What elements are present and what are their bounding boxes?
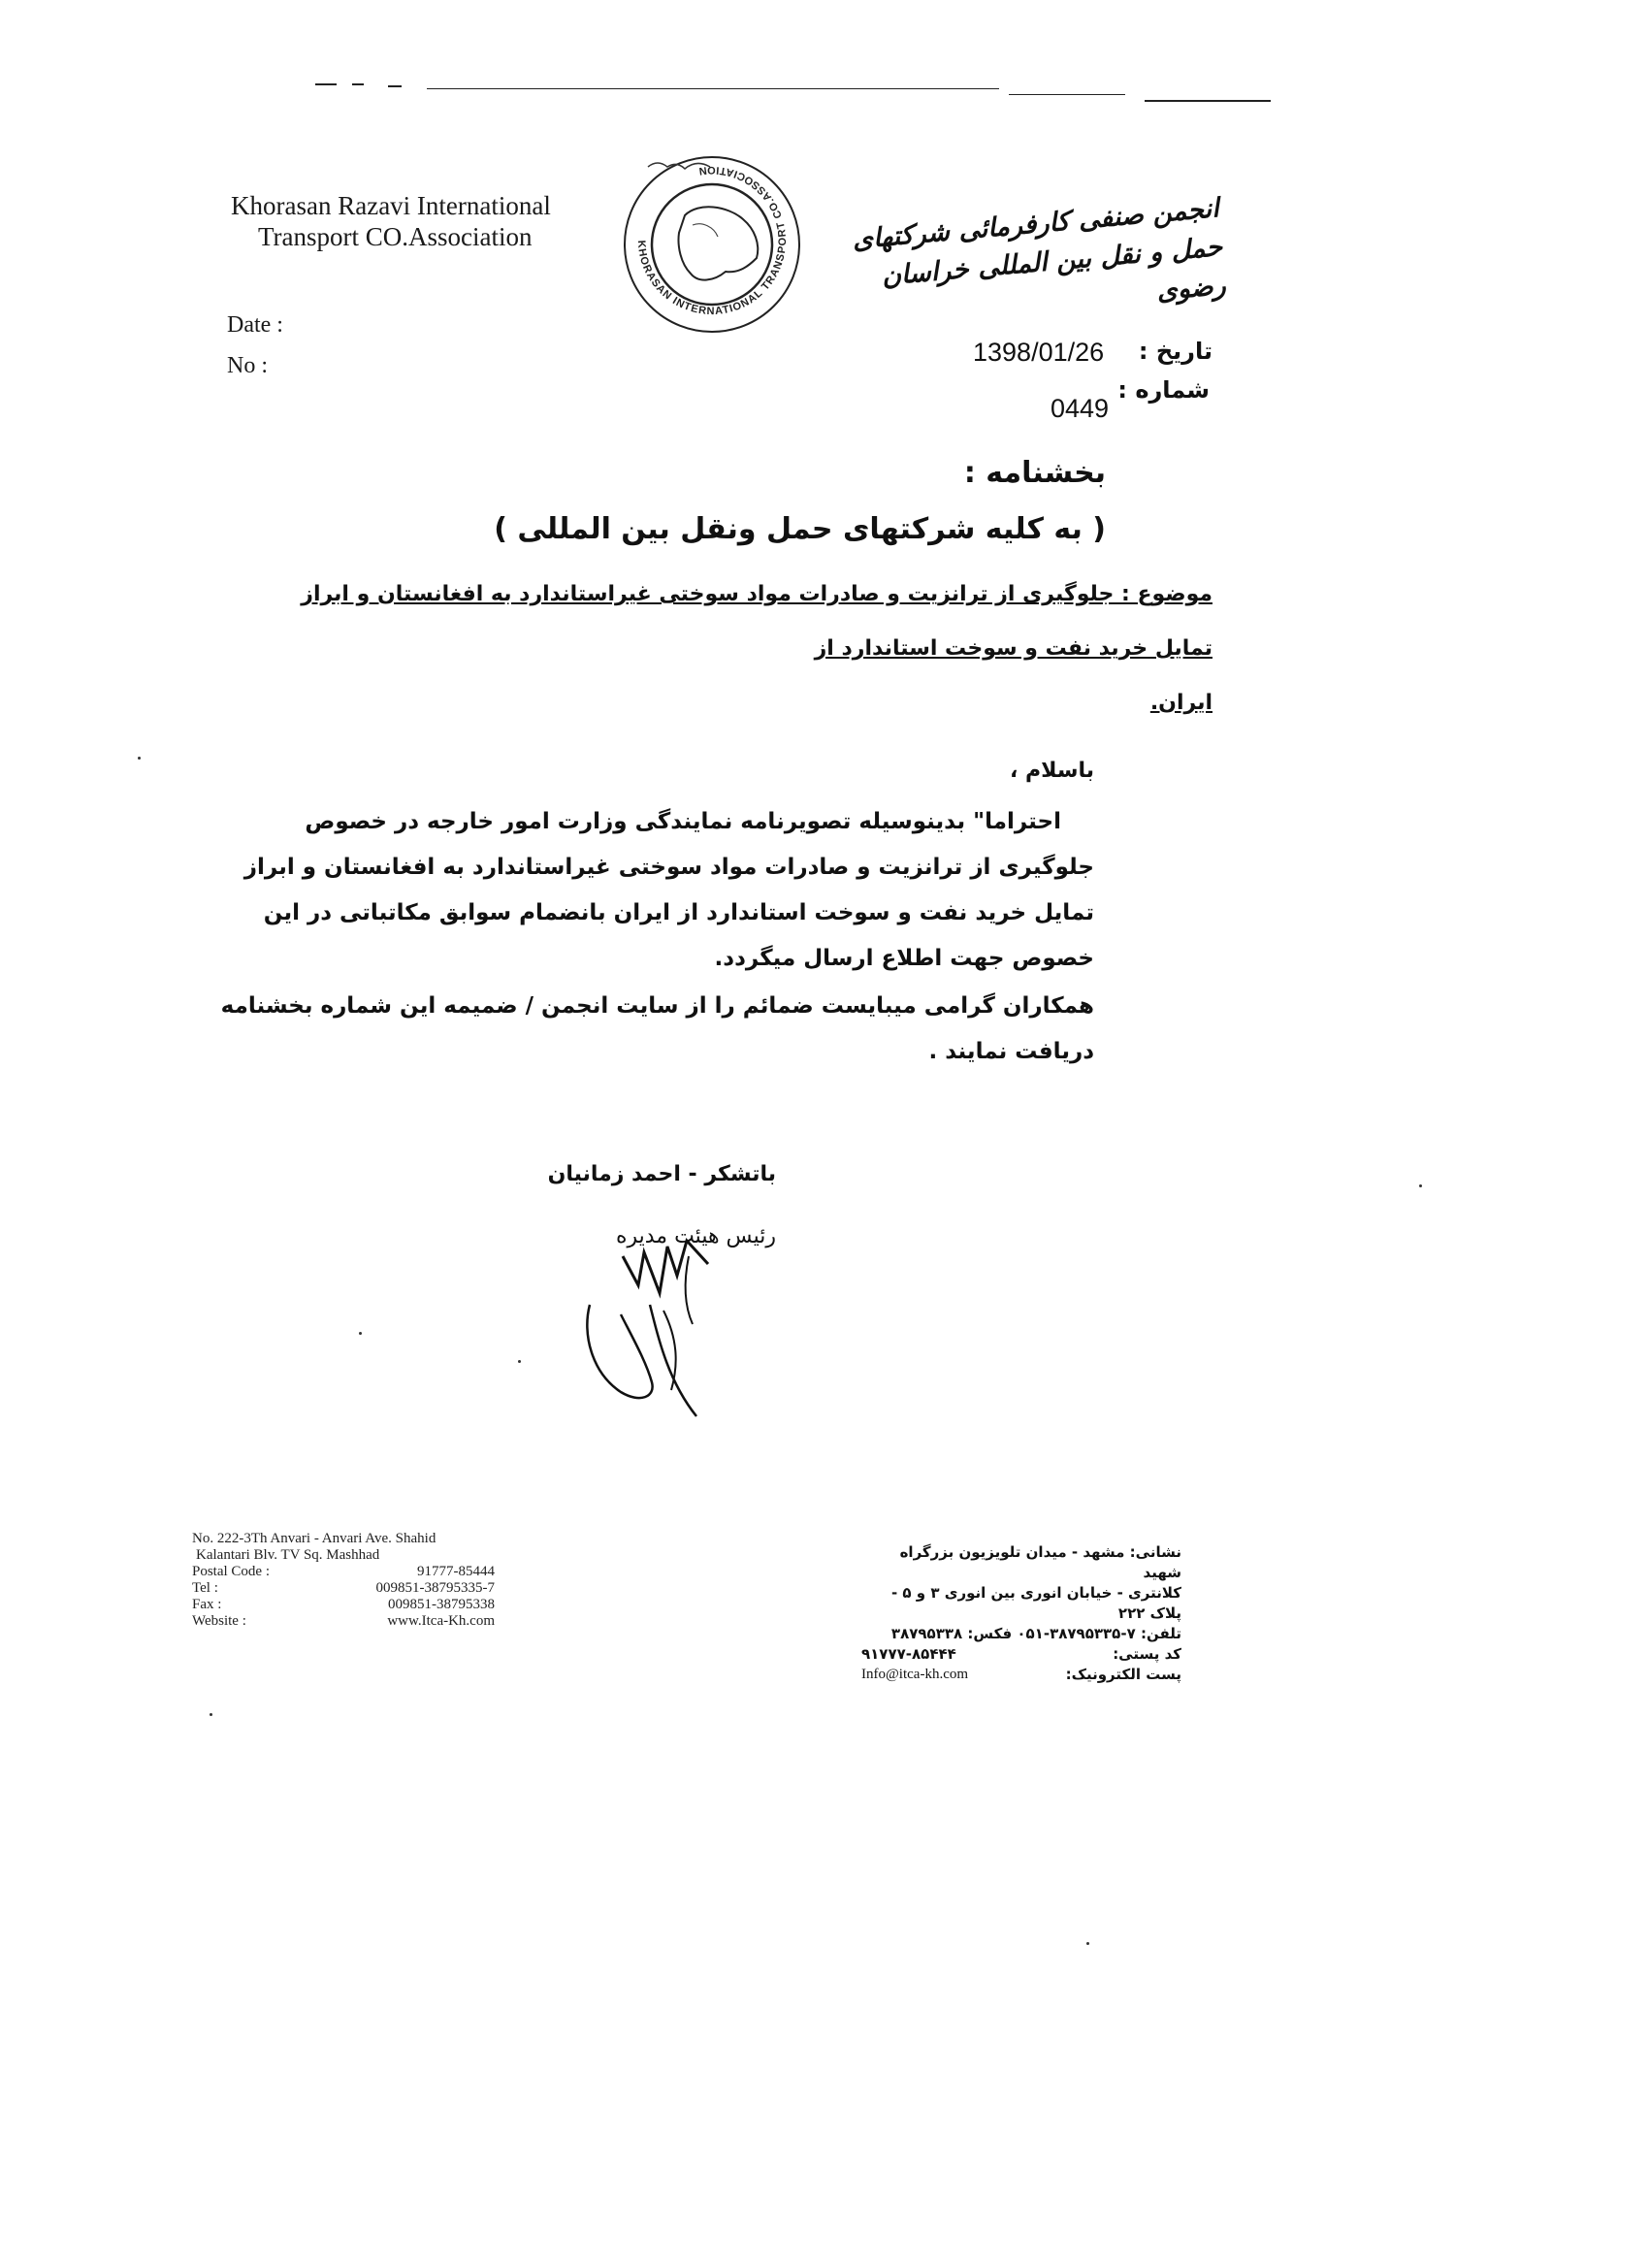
date-label-english: Date : xyxy=(227,312,283,338)
scan-line-top xyxy=(427,88,999,89)
org-name-persian: انجمن صنفی کارفرمائی شرکتهای حمل و نقل بین المللی خراسان رضوی xyxy=(851,193,1227,307)
footer-tel-label: Tel : xyxy=(192,1580,218,1596)
footer-postal-fa-row xyxy=(861,1644,1181,1665)
footer-postal-label: Postal Code : xyxy=(192,1564,271,1579)
footer-fax-value: 009851-38795338 xyxy=(388,1597,495,1612)
handwritten-signature xyxy=(563,1217,757,1421)
signer-title: رئیس هیئت مدیره xyxy=(615,1224,776,1248)
footer-phone-fa: تلفن: ۷-۳۸۷۹۵۳۳۵-۰۵۱ فکس: ۳۸۷۹۵۳۳۸ xyxy=(890,1625,1181,1642)
body-paragraph-2: همکاران گرامی میبایست ضمائم را از سایت انجمن / ضمیمه این شماره بخشنامه دریافت نمایند . xyxy=(220,993,1094,1064)
footer-fax-label: Fax : xyxy=(192,1597,222,1612)
footer-postal-row xyxy=(192,1564,495,1580)
footer-email-value: Info@itca-kh.com xyxy=(861,1667,969,1682)
org-name-english-line2: Transport CO.Association xyxy=(258,222,533,251)
scan-speck xyxy=(1419,1184,1422,1187)
association-seal-logo xyxy=(609,138,815,343)
scan-speck xyxy=(359,1332,362,1335)
footer-address-english xyxy=(192,1531,495,1630)
footer-email-label: پست الکترونیک: xyxy=(1065,1666,1181,1683)
scan-speck xyxy=(1086,1942,1089,1945)
scan-line-top xyxy=(1009,94,1125,95)
scan-speck xyxy=(518,1360,521,1363)
footer-postal-fa-value: ۹۱۷۷۷-۸۵۴۴۴ xyxy=(861,1645,956,1663)
footer-website-row xyxy=(192,1613,495,1630)
letter-body xyxy=(202,799,1094,1075)
svg-text:KHORASAN INTERNATIONAL TRANSPO xyxy=(635,164,789,317)
footer-postal-fa-label: کد پستی: xyxy=(1113,1645,1181,1663)
number-label-english: No : xyxy=(227,353,268,378)
greeting: باسلام ، xyxy=(1009,759,1094,783)
date-value: 1398/01/26 xyxy=(973,338,1105,367)
subject-line-1: موضوع : جلوگیری از ترانزیت و صادرات مواد سوختی غیراستاندارد به افغانستان و ابراز xyxy=(301,582,1212,606)
number-value: 0449 xyxy=(1051,394,1110,423)
footer-website-label: Website : xyxy=(192,1613,246,1629)
scan-line-top xyxy=(315,83,337,85)
body-paragraph-1: احتراما" بدینوسیله تصویرنامه نمایندگی وزارت امور خارجه در خصوص جلوگیری از ترانزیت و صادرات مواد سوختی غیراستاندارد به افغانستان و ابراز تمایل خرید نفت و سوخت استاندارد از ایران بانضمام سوابق مکاتباتی در این خصوص جهت اطلاع ارسال میگردد. xyxy=(243,809,1094,971)
footer-address-persian xyxy=(861,1542,1181,1685)
footer-email-row xyxy=(861,1665,1181,1685)
scan-speck xyxy=(210,1713,212,1716)
scan-speck xyxy=(138,757,141,760)
org-name-english-line1: Khorasan Razavi International xyxy=(231,191,551,220)
footer-postal-value: 91777-85444 xyxy=(417,1564,495,1579)
footer-tel-row xyxy=(192,1580,495,1597)
scan-line-top xyxy=(388,85,402,87)
closing-signature-name: باتشکر - احمد زمانیان xyxy=(547,1162,776,1186)
number-label-persian: شماره : xyxy=(1117,376,1210,404)
footer-address-fa-line1: نشانی: مشهد - میدان تلویزیون بزرگراه شهید xyxy=(899,1543,1181,1581)
scan-line-top xyxy=(1145,100,1271,102)
footer-address-fa-line2: کلانتری - خیابان انوری بین انوری ۳ و ۵ - پلاک ۲۲۲ xyxy=(890,1584,1181,1622)
footer-address-en-line1: No. 222-3Th Anvari - Anvari Ave. Shahid xyxy=(192,1531,436,1546)
footer-address-en-line2: Kalantari Blv. TV Sq. Mashhad xyxy=(196,1547,380,1563)
footer-fax-row xyxy=(192,1597,495,1613)
subject-line-2: تمایل خرید نفت و سوخت استاندارد از ایران. xyxy=(814,636,1212,715)
letter-subject xyxy=(242,567,1212,730)
letter-addressee: ( به کلیه شرکتهای حمل ونقل بین المللی ) xyxy=(494,512,1106,546)
letter-title: بخشنامه : xyxy=(963,456,1106,490)
org-name-english xyxy=(231,190,551,252)
footer-website-value: www.Itca-Kh.com xyxy=(387,1613,495,1629)
date-label-persian: تاریخ : xyxy=(1138,338,1212,365)
footer-tel-value: 009851-38795335-7 xyxy=(375,1580,495,1596)
scan-line-top xyxy=(352,83,364,85)
seal-text: KHORASAN INTERNATIONAL TRANSPORT CO.ASSOCIATION xyxy=(634,163,790,318)
